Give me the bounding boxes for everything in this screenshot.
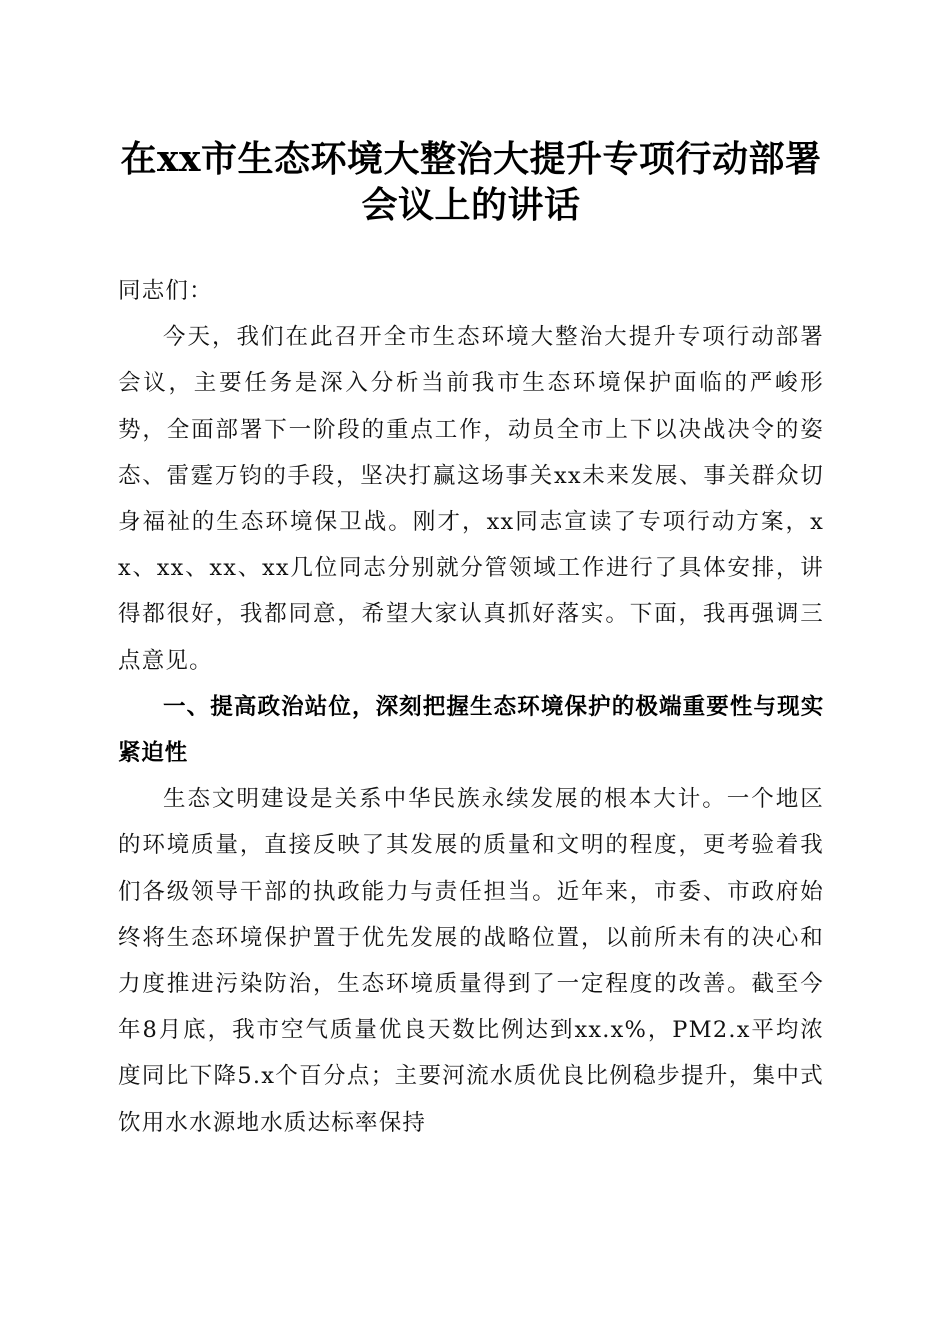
section-heading-1: 一、提高政治站位，深刻把握生态环境保护的极端重要性与现实紧迫性 xyxy=(118,693,824,767)
title-line-1: 在xx市生态环境大整治大提升专项行动部署 xyxy=(120,138,822,180)
paragraph-section-1: 生态文明建设是关系中华民族永续发展的根本大计。一个地区的环境质量，直接反映了其发展的质量和文明的程度，更考验着我们各级领导干部的执政能力与责任担当。近年来，市委、市政府始终将生态环境保护置于优先发展的战略位置，以前所未有的决心和力度推进污染防治，生态环境质量得到了一定程度的改善。截至今年8月底，我市空气质量优良天数比例达到xx.x%，PM2.x平均浓度同比下降5.x个百分点；主要河流水质优良比例稳步提升，集中式饮用水水源地水质达标率保持 xyxy=(118,786,824,1136)
document-body xyxy=(118,268,824,1146)
document-page xyxy=(118,0,824,1146)
paragraph-intro: 今天，我们在此召开全市生态环境大整治大提升专项行动部署会议，主要任务是深入分析当前我市生态环境保护面临的严峻形势，全面部署下一阶段的重点工作，动员全市上下以决战决令的姿态、雷霆万钧的手段，坚决打赢这场事关xx未来发展、事关群众切身福祉的生态环境保卫战。刚才，xx同志宣读了专项行动方案，xx、xx、xx、xx几位同志分别就分管领域工作进行了具体安排，讲得都很好，我都同意，希望大家认真抓好落实。下面，我再强调三点意见。 xyxy=(118,324,824,674)
title-line-2: 会议上的讲话 xyxy=(361,184,581,226)
document-title xyxy=(118,0,824,228)
salutation: 同志们： xyxy=(118,278,213,304)
